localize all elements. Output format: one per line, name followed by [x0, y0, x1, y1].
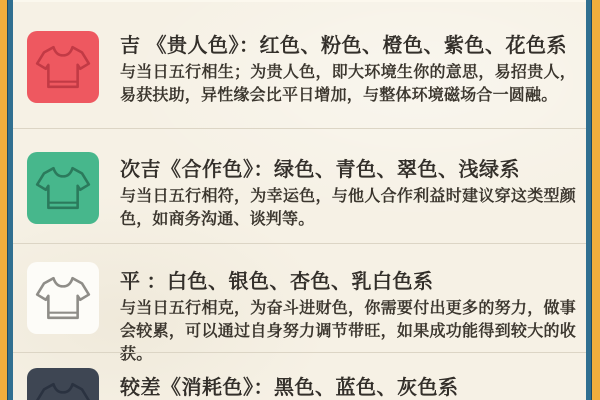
tshirt-icon — [27, 152, 99, 224]
list-item-neutral-color — [13, 243, 586, 363]
row-title: 较差《消耗色》：黑色、蓝色、灰色系 — [120, 377, 459, 399]
right-frame-border — [586, 0, 600, 400]
row-description: 与当日五行相符，为幸运色，与他人合作利益时建议穿这类型颜色，如商务沟通、谈判等。 — [120, 188, 576, 228]
tshirt-icon — [27, 31, 99, 103]
tshirt-icon — [27, 262, 99, 334]
color-advice-list — [13, 0, 586, 400]
row-title: 平 ：白色、银色、杏色、乳白色系 — [120, 271, 434, 293]
row-title: 吉 《贵人色》：红色、粉色、橙色、紫色、花色系 — [120, 35, 568, 57]
list-item-lucky-color — [13, 0, 586, 128]
row-title: 次吉《合作色》：绿色、青色、翠色、浅绿系 — [120, 159, 520, 181]
row-description: 与当日五行相克，为奋斗进财色，你需要付出更多的努力，做事会较累，可以通过自身努力调节带旺，如果成功能得到较大的收获。 — [120, 300, 576, 363]
row-description: 与当日五行相生；为贵人色，即大环境生你的意思，易招贵人，易获扶助，异性缘会比平日增加，与整体环境磁场合一圆融。 — [120, 64, 576, 104]
list-item-cooperation-color — [13, 128, 586, 243]
tshirt-icon — [27, 368, 99, 400]
list-item-draining-color — [13, 352, 586, 400]
left-frame-border — [0, 0, 13, 400]
